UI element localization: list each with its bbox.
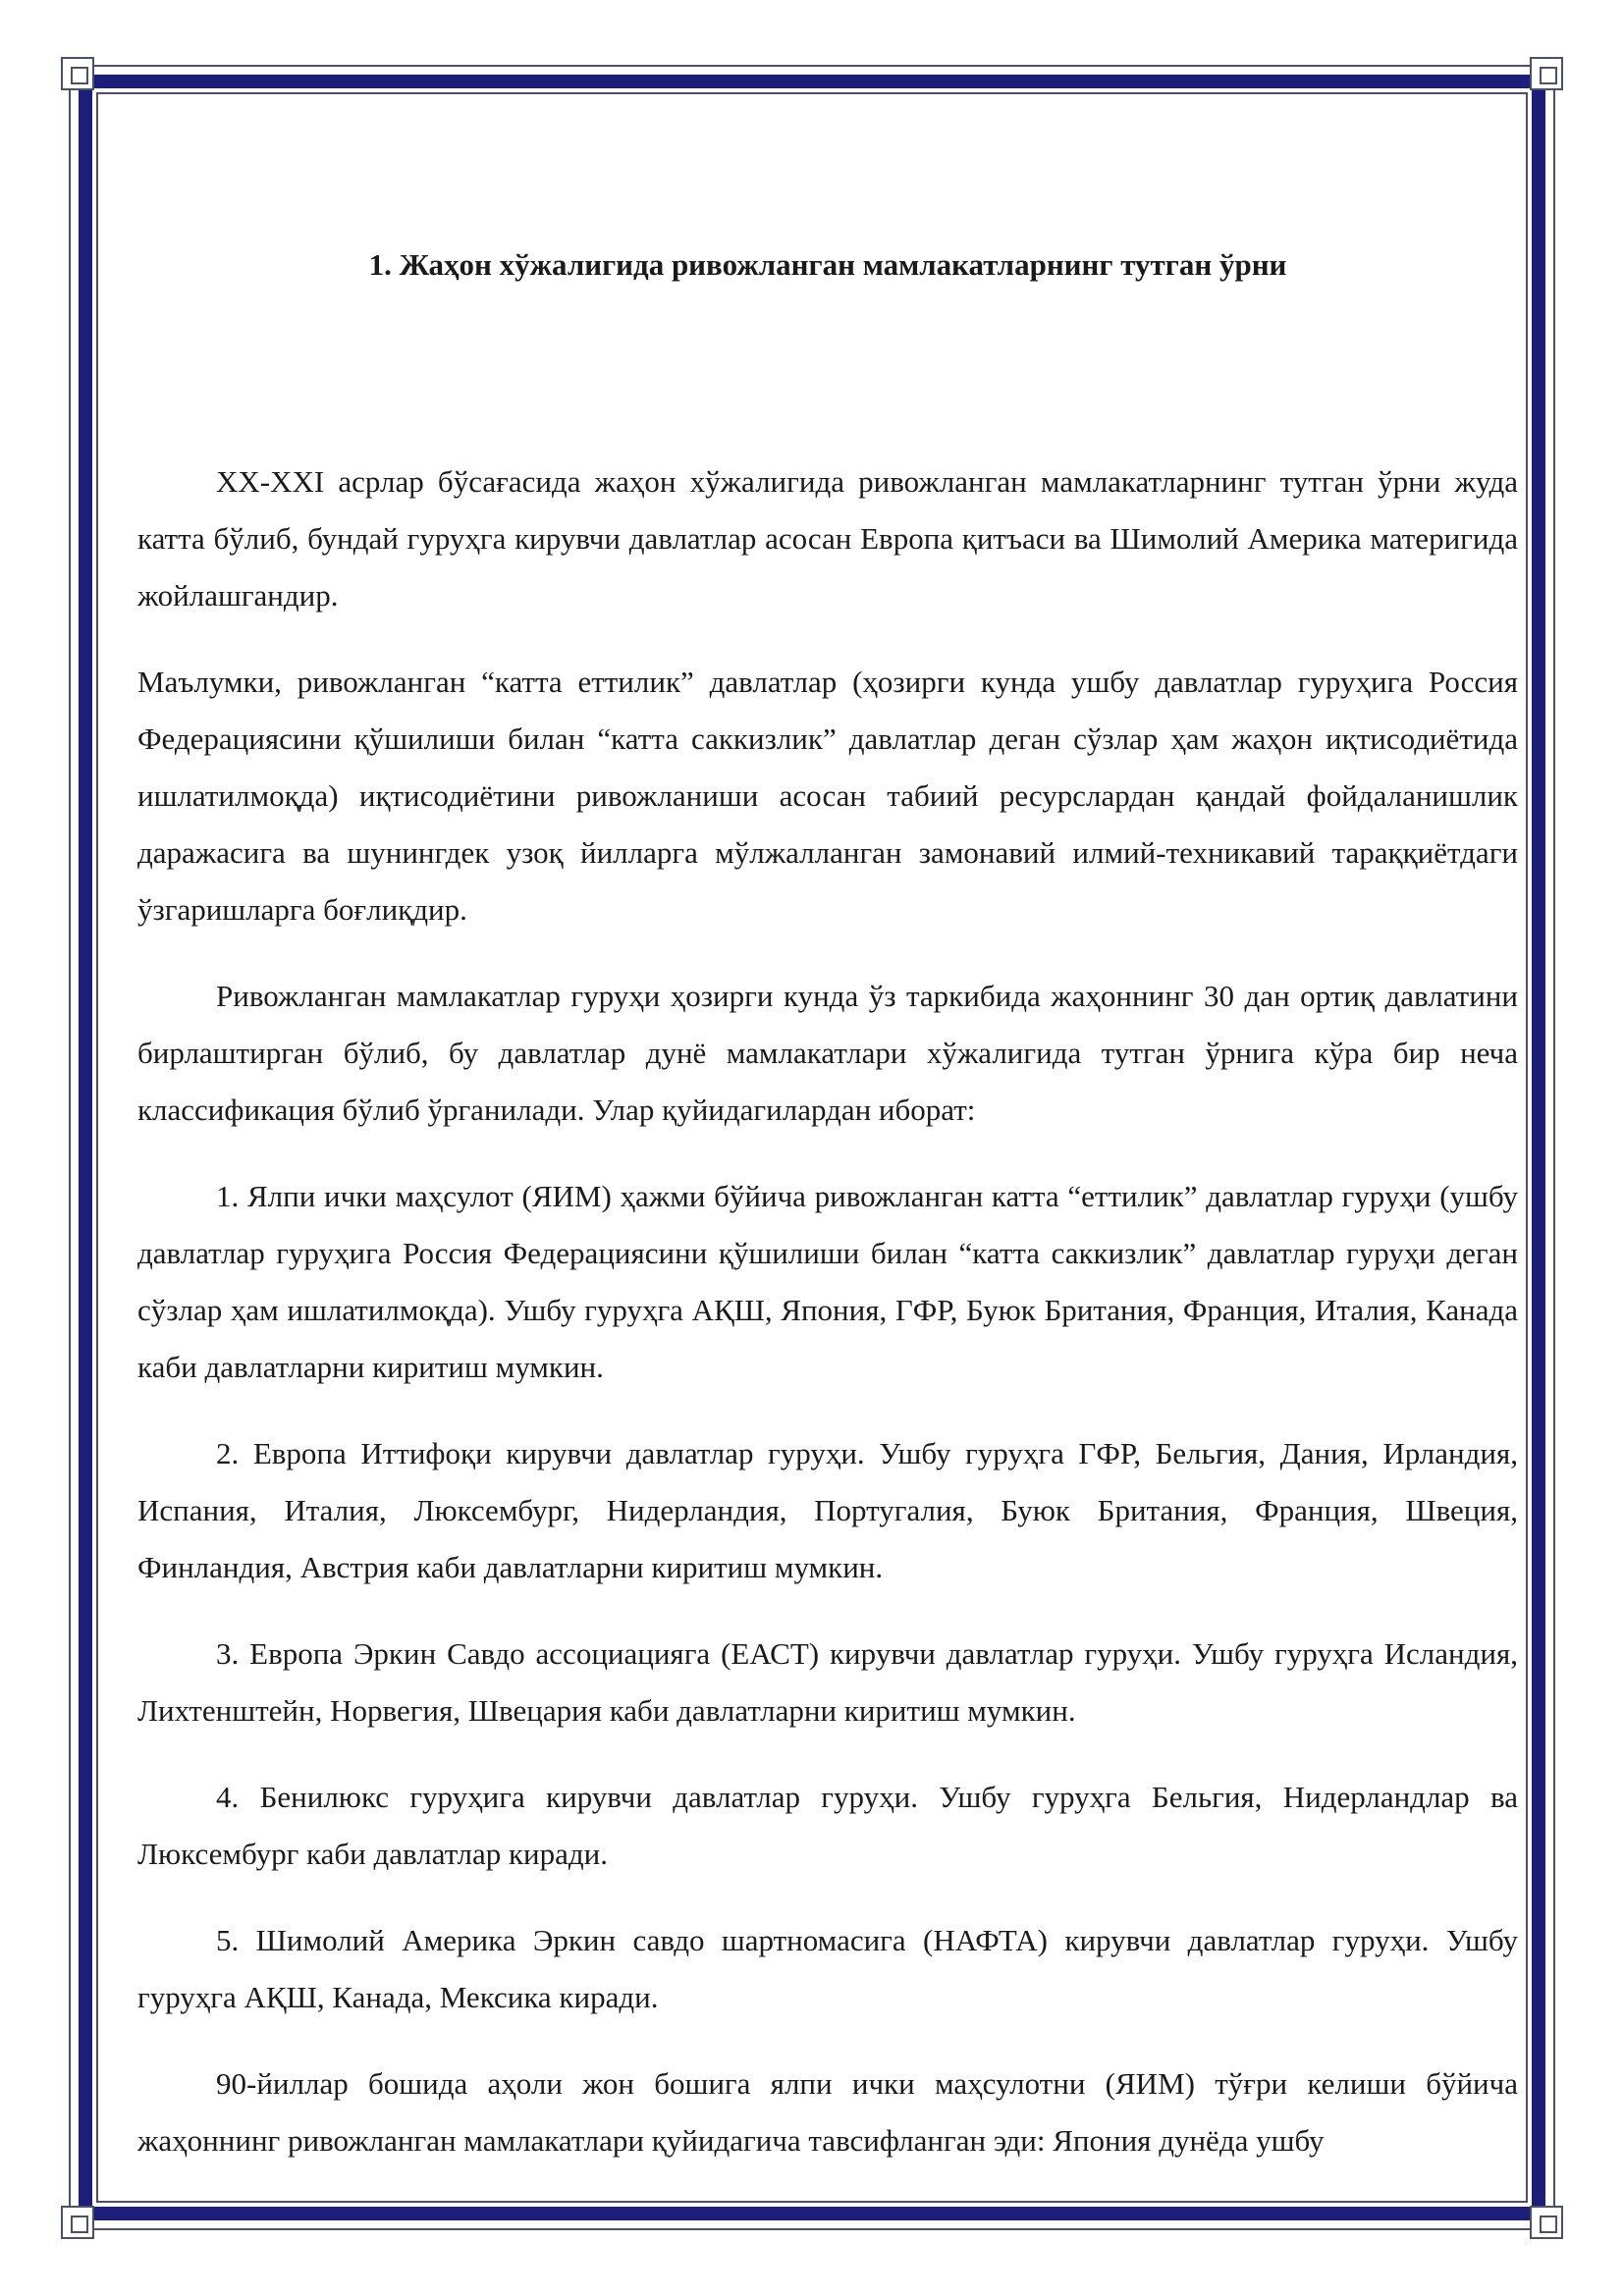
paragraph-classification: Ривожланган мамлакатлар гуруҳи ҳозирги кунда ўз таркибида жаҳоннинг 30 дан ортиқ давлатини бирлаштирган бўлиб, бу давлатлар дунё мамлакатлари хўжалигида тутган ўрнига кўра бир неча классификация бўлиб ўрганилади. Улар қуйидагилардан иборат: <box>137 979 1518 1127</box>
paragraph-intro: XX-XXI асрлар бўсағасида жаҳон хўжалигида ривожланган мамлакатларнинг тутган ўрни жуда катта бўлиб, бундай гуруҳга кирувчи давлатлар асосан Европа қитъаси ва Шимолий Америка материгида жойлашгандир. <box>137 464 1518 613</box>
document-body <box>137 245 1518 2169</box>
list-item-4: 4. Бенилюкс гуруҳига кирувчи давлатлар гуруҳи. Ушбу гуруҳга Бельгия, Нидерландлар ва Люксембург каби давлатлар киради. <box>137 1780 1518 1871</box>
frame-corner-ornament <box>61 57 94 90</box>
document-title: 1. Жаҳон хўжалигида ривожланган мамлакатларнинг тутган ўрни <box>368 247 1287 282</box>
list-item-2: 2. Европа Иттифоқи кирувчи давлатлар гуруҳи. Ушбу гуруҳга ГФР, Бельгия, Дания, Ирландия, Испания, Италия, Люксембург, Нидерландия, Португалия, Буюк Британия, Франция, Швеция, Финландия, Австрия каби давлатларни киритиш мумкин. <box>137 1436 1518 1584</box>
list-item-1: 1. Ялпи ички маҳсулот (ЯИМ) ҳажми бўйича ривожланган катта “еттилик” давлатлар гуруҳи (ушбу давлатлар гуруҳига Россия Федерациясини қўшилиши билан “катта саккизлик” давлатлар гуруҳи деган сўзлар ҳам ишлатилмоқда). Ушбу гуруҳга АҚШ, Япония, ГФР, Буюк Британия, Франция, Италия, Канада каби давлатларни киритиш мумкин. <box>137 1179 1518 1384</box>
frame-corner-ornament <box>1530 57 1563 90</box>
list-item-3: 3. Европа Эркин Савдо ассоциацияга (ЕАСТ) кирувчи давлатлар гуруҳи. Ушбу гуруҳга Исландия, Лихтенштейн, Норвегия, Швецария каби давлатларни киритиш мумкин. <box>137 1636 1518 1728</box>
frame-corner-ornament <box>1530 2206 1563 2239</box>
paragraph-gdp-90s: 90-йиллар бошида аҳоли жон бошига ялпи ички маҳсулотни (ЯИМ) тўғри келиши бўйича жаҳоннинг ривожланган мамлакатлари қуйидагича тавсифланган эди: Япония дунёда ушбу <box>137 2066 1518 2158</box>
frame-corner-ornament <box>61 2206 94 2239</box>
paragraph-big-seven: Маълумки, ривожланган “катта еттилик” давлатлар (ҳозирги кунда ушбу давлатлар гуруҳига Россия Федерациясини қўшилиши билан “катта саккизлик” давлатлар деган сўзлар ҳам жаҳон иқтисодиётида ишлатилмоқда) иқтисодиётини ривожланиши асосан табиий ресурслардан қандай фойдаланишлик даражасига ва шунингдек узоқ йилларга мўлжалланган замонавий илмий-техникавий тараққиётдаги ўзгаришларга боғлиқдир. <box>137 665 1518 927</box>
list-item-5: 5. Шимолий Америка Эркин савдо шартномасига (НАФТА) кирувчи давлатлар гуруҳи. Ушбу гуруҳга АҚШ, Канада, Мексика киради. <box>137 1923 1518 2014</box>
